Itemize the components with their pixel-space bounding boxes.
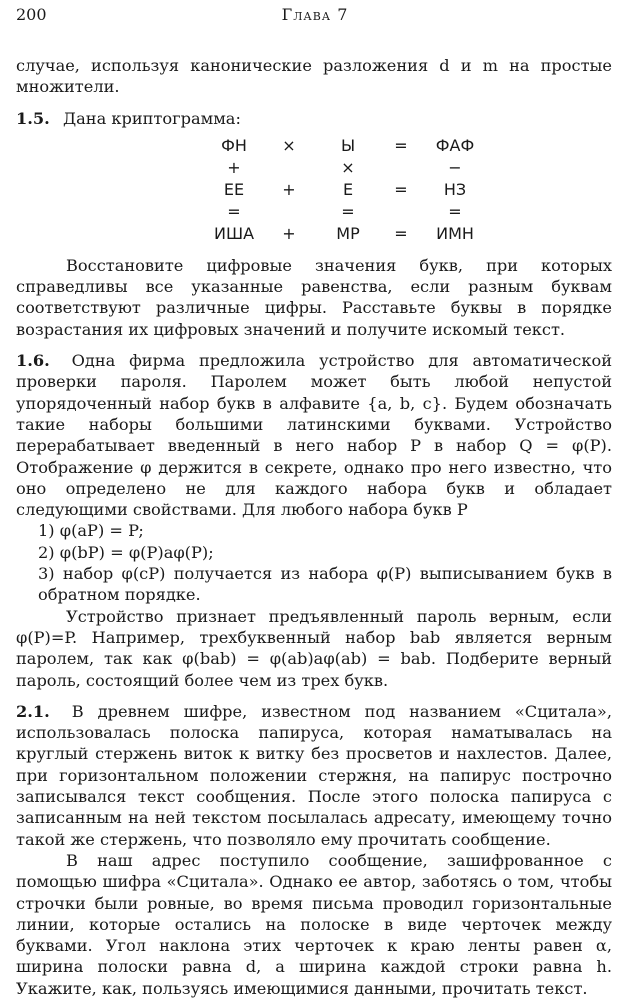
cryptogram-cell: + [282,224,296,244]
cryptogram [16,135,612,245]
problem-number: 1.6. [16,351,50,371]
cryptogram-cell [382,157,420,179]
cryptogram-row [204,157,490,179]
property-1: 1) φ(aP) = P; [38,521,144,541]
problem-1-6-text: Устройство признает предъявленный пароль верным, если φ(P)=P. Например, трехбуквенный набор bab является верным паролем, так как φ(bab) = φ(ab)aφ(ab) = bab. Подберите верный пароль, состоящий более чем из трех букв. [16,606,612,690]
problem-2-1 [16,701,612,850]
cryptogram-row [204,179,490,201]
cryptogram-cell: Ы [340,136,356,156]
cryptogram-cell: = [394,224,408,244]
cryptogram-cell: ФН [221,136,247,156]
cryptogram-cell: = [227,202,241,222]
cryptogram-cell: − [448,158,462,178]
cryptogram-row [204,223,490,245]
cryptogram-row [204,135,490,157]
page-body [16,55,612,999]
cryptogram-cell: = [394,136,408,156]
cryptogram-cell: ЕЕ [223,180,245,200]
problem-1-6 [16,350,612,520]
cryptogram-cell: × [341,158,355,178]
cryptogram-cell: × [282,136,296,156]
problem-number: 2.1. [16,701,50,721]
cryptogram-row [204,201,490,223]
cryptogram-cell: Е [342,180,354,200]
problem-text: Одна фирма предложила устройство для автоматической проверки пароля. Паролем может быть любой непустой упорядоченный набор букв в алфавите {a, b, c}. Будем обозначать такие наборы большими латинскими буквами. Устройство перерабатывает введенный в него набор P в набор Q = φ(P). Отображение φ держится в секрете, однако про него известно, что оно определено не для каждого набора букв и обладает следующими свойствами. Для любого набора букв P [16,351,612,520]
page-header [16,5,614,29]
cryptogram-cell: = [341,202,355,222]
paragraph-continuation: случае, используя канонические разложения d и m на простые множители. [16,56,612,97]
problem-1-5-text: Восстановите цифровые значения букв, при которых справедливы все указанные равенства, если разным буквам соответствуют различные цифры. Расставьте буквы в порядке возрастания их цифровых значений и получите искомый текст. [16,255,612,339]
cryptogram-cell [264,201,314,223]
cryptogram-table [204,135,490,245]
cryptogram-cell: НЗ [443,180,467,200]
cryptogram-cell: + [227,158,241,178]
page-number: 200 [16,5,47,24]
problem-intro: Дана криптограмма: [62,108,241,128]
problem-number: 1.5. [16,108,50,128]
cryptogram-cell [264,157,314,179]
cryptogram-cell: = [448,202,462,222]
cryptogram-cell: ИМН [436,224,474,244]
cryptogram-cell [382,201,420,223]
property-2: 2) φ(bP) = φ(P)aφ(P); [38,542,214,562]
property-3: 3) набор φ(cP) получается из набора φ(P) выписыванием букв в обратном порядке. [38,564,612,605]
problem-2-1-text: В наш адрес поступило сообщение, зашифрованное с помощью шифра «Сцитала». Однако ее автор, заботясь о том, чтобы строчки были ровные, во время письма проводил горизонтальные линии, которые остались на полоске в виде черточек между буквами. Угол наклона этих черточек к краю ленты равен α, ширина полоски равна d, а ширина каждой строки равна h. Укажите, как, пользуясь имеющимися данными, прочитать текст. [16,850,612,998]
cryptogram-cell: = [394,180,408,200]
problem-text: В древнем шифре, известном под названием «Сцитала», использовалась полоска папируса, которая наматывалась на круглый стержень виток к витку без просветов и нахлестов. Далее, при горизонтальном положении стержня, на папирус построчно записывался текст сообщения. После этого полоска папируса с записанным на ней текстом посылалась адресату, имеющему точно такой же стержень, что позволяло ему прочитать сообщение. [16,701,612,849]
cryptogram-cell: ФАФ [435,136,475,156]
cryptogram-cell: МР [336,224,360,244]
cryptogram-cell: ИША [213,224,255,244]
problem-1-5 [16,108,612,129]
cryptogram-cell: + [282,180,296,200]
chapter-title: Глава 7 [281,5,349,24]
